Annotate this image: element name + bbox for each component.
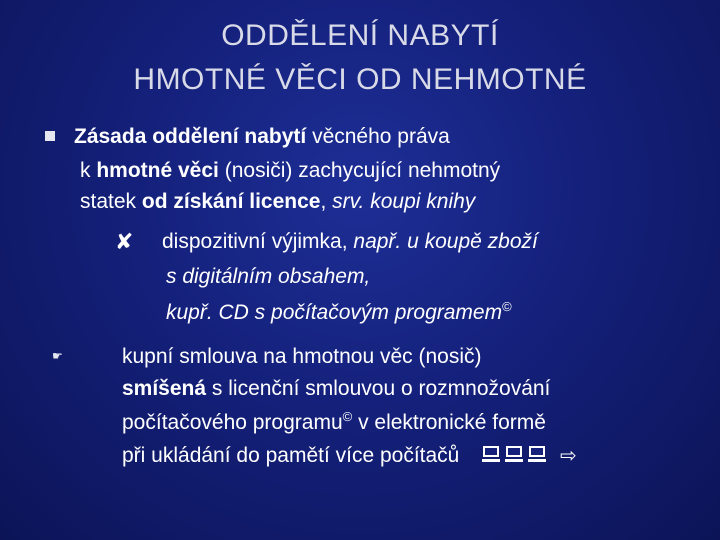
bullet2-line4 (122, 441, 577, 471)
text: věcného práva (306, 125, 450, 148)
title-line-2: HMOTNÉ VĚCI OD NEHMOTNÉ (133, 63, 587, 96)
bold-text: smíšená (122, 377, 207, 400)
right-arrow-icon: ⇨ (560, 445, 577, 467)
computer-icon (481, 444, 501, 464)
italic-text: kupř. CD s počítačovým programem (166, 301, 503, 324)
computer-icon (527, 444, 547, 464)
text: s licenční smlouvou o rozmnožování (206, 377, 551, 400)
text: k (80, 159, 97, 182)
title-line-1: ODDĚLENÍ NABYTÍ (221, 19, 499, 52)
cross-bullet-icon: ✘ (115, 229, 134, 254)
sub1-line2 (166, 262, 370, 292)
copyright-sign: © (342, 409, 353, 424)
text: v elektronické formě (352, 411, 546, 434)
italic-text: např. u koupě zboží (353, 230, 538, 253)
bullet1-line1 (74, 122, 450, 152)
sub1-line3 (166, 298, 512, 328)
bullet1-line3 (80, 187, 475, 217)
square-bullet-icon (45, 131, 55, 141)
bullet2-line2 (122, 374, 550, 404)
italic-text: s digitálním obsahem, (166, 265, 371, 288)
bullet1-line2 (80, 156, 500, 186)
text: statek (80, 190, 142, 213)
copyright-sign: © (502, 299, 512, 314)
text: , (320, 190, 333, 213)
bold-text: od získání licence (141, 190, 321, 213)
bullet2-line3 (122, 408, 546, 438)
pointing-hand-icon: ☛ (52, 349, 63, 363)
text: (nosiči) zachycující nehmotný (218, 159, 501, 182)
bold-text: hmotné věci (96, 159, 219, 182)
text: počítačového programu (122, 411, 343, 434)
bullet2-line1: kupní smlouva na hmotnou věc (nosič) (122, 345, 482, 368)
text: dispozitivní výjimka, (162, 230, 354, 253)
sub1-line1 (162, 227, 538, 257)
text: při ukládání do pamětí více počítačů (122, 444, 460, 467)
italic-text: srv. koupi knihy (332, 190, 476, 213)
slide-title (0, 14, 720, 102)
computer-icon (504, 444, 524, 464)
bold-text: Zásada oddělení nabytí (74, 125, 307, 148)
